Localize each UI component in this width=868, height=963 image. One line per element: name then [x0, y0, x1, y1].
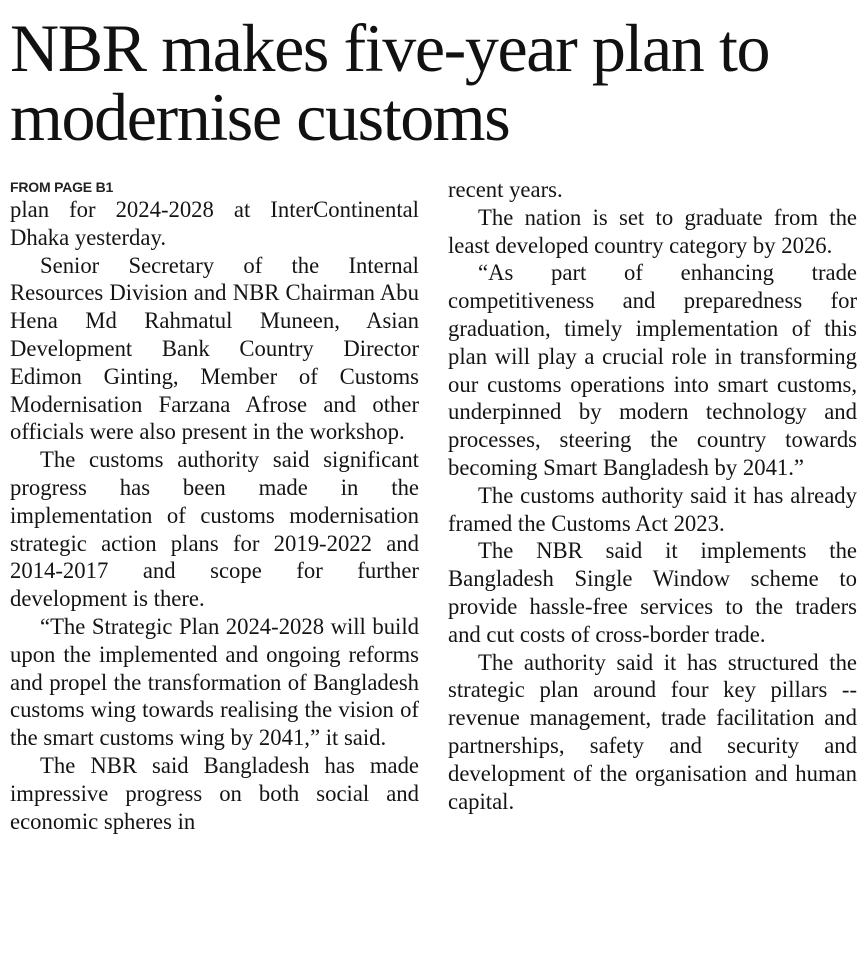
article-column-left	[10, 176, 419, 835]
paragraph: The NBR said it implements the Bangladesh Single Window scheme to provide hassle-free services to the traders and cut costs of cross-border trade.	[448, 538, 857, 647]
paragraph: The authority said it has structured the strategic plan around four key pillars -- revenue management, trade facilitation and partnerships, safety and security and development of the organisation and human capital.	[448, 649, 857, 814]
paragraph: “As part of enhancing trade competitiveness and preparedness for graduation, timely implementation of this plan will play a crucial role in transforming our customs operations into smart customs, underpinned by modern technology and processes, steering the country towards becoming Smart Bangladesh by 2041.”	[448, 260, 857, 480]
paragraph: The nation is set to graduate from the least developed country category by 2026.	[448, 204, 857, 258]
continuation-kicker: FROM PAGE B1	[10, 179, 114, 195]
paragraph: The customs authority said it has already framed the Customs Act 2023.	[448, 482, 857, 536]
paragraph: “The Strategic Plan 2024-2028 will build upon the implemented and ongoing reforms and propel the transformation of Bangladesh customs wing towards realising the vision of the smart customs wing by 2041,” it said.	[10, 613, 419, 751]
paragraph: recent years.	[448, 177, 563, 202]
article-column-right	[448, 176, 857, 815]
paragraph: The NBR said Bangladesh has made impressive progress on both social and economic spheres in	[10, 752, 419, 834]
headline: NBR makes five-year plan to modernise customs	[10, 10, 770, 155]
paragraph: The customs authority said significant progress has been made in the implementation of customs modernisation strategic action plans for 2019-2022 and 2014-2017 and scope for further development is there.	[10, 447, 419, 612]
paragraph: plan for 2024-2028 at InterContinental Dhaka yesterday.	[10, 197, 419, 250]
paragraph: Senior Secretary of the Internal Resources Division and NBR Chairman Abu Hena Md Rahmatul Muneen, Asian Development Bank Country Director Edimon Ginting, Member of Customs Modernisation Farzana Afrose and other officials were also present in the workshop.	[10, 252, 419, 445]
